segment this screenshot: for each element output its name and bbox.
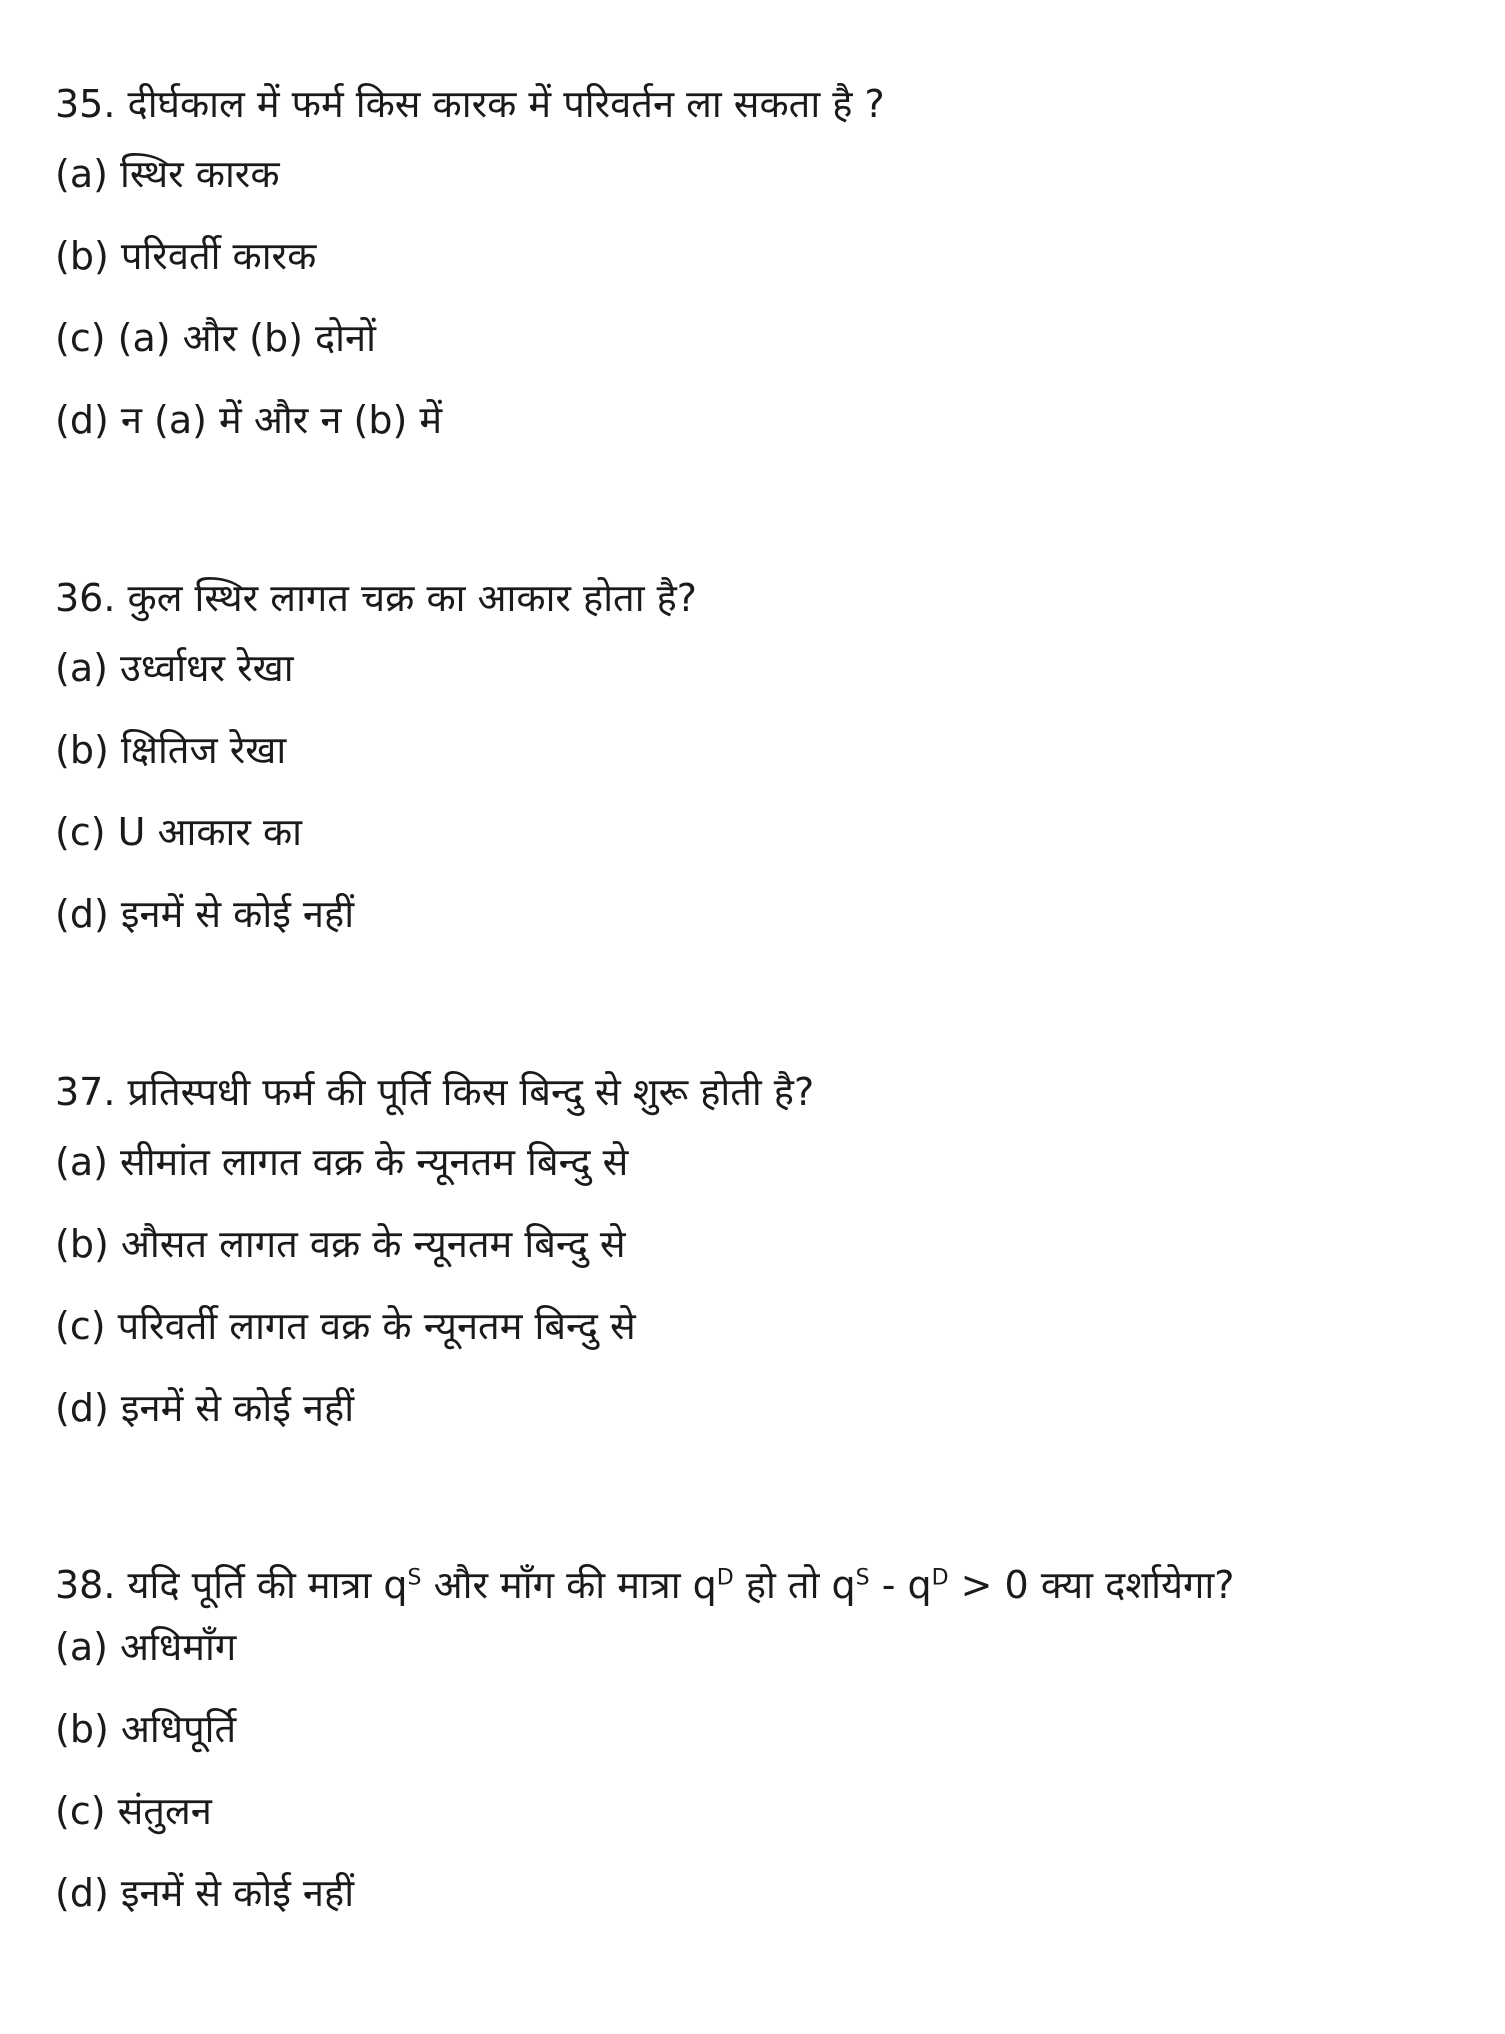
question-36-option-c: (c) U आकार का — [55, 810, 303, 854]
question-38-text-part1: 38. यदि पूर्ति की मात्रा q — [55, 1563, 408, 1607]
question-35-option-a: (a) स्थिर कारक — [55, 152, 280, 196]
supply-superscript-2: S — [855, 1565, 870, 1591]
question-38-option-d: (d) इनमें से कोई नहीं — [55, 1871, 355, 1915]
question-37 — [55, 1060, 1435, 1466]
question-35-options — [55, 150, 1435, 478]
question-37-options — [55, 1138, 1435, 1466]
question-35-option-d: (d) न (a) में और न (b) में — [55, 398, 443, 442]
question-38-text-part5: > 0 क्या दर्शायेगा? — [948, 1563, 1235, 1607]
question-37-option-a: (a) सीमांत लागत वक्र के न्यूनतम बिन्दु से — [55, 1140, 629, 1184]
question-38-text — [55, 1553, 1435, 1617]
question-37-option-b: (b) औसत लागत वक्र के न्यूनतम बिन्दु से — [55, 1222, 626, 1266]
question-38 — [55, 1553, 1435, 1951]
question-36-option-b: (b) क्षितिज रेखा — [55, 728, 287, 772]
question-35-option-c: (c) (a) और (b) दोनों — [55, 316, 376, 360]
question-38-text-part2: और माँग की मात्रा q — [421, 1563, 717, 1607]
demand-superscript-2: D — [931, 1565, 949, 1591]
question-38-option-b: (b) अधिपूर्ति — [55, 1707, 237, 1751]
question-38-option-a: (a) अधिमाँग — [55, 1625, 237, 1669]
question-36-text: 36. कुल स्थिर लागत चक्र का आकार होता है? — [55, 576, 697, 620]
question-38-option-c: (c) संतुलन — [55, 1789, 212, 1833]
question-37-option-d: (d) इनमें से कोई नहीं — [55, 1386, 355, 1430]
question-38-text-part3: हो तो q — [733, 1563, 856, 1607]
question-37-option-c: (c) परिवर्ती लागत वक्र के न्यूनतम बिन्दु से — [55, 1304, 636, 1348]
question-38-options — [55, 1623, 1435, 1951]
question-38-text-part4: - q — [869, 1563, 932, 1607]
question-37-text: 37. प्रतिस्पधी फर्म की पूर्ति किस बिन्दु से शुरू होती है? — [55, 1070, 815, 1114]
demand-superscript: D — [716, 1565, 734, 1591]
question-35-text: 35. दीर्घकाल में फर्म किस कारक में परिवर्तन ला सकता है ? — [55, 82, 885, 126]
question-36 — [55, 566, 1435, 972]
supply-superscript: S — [407, 1565, 422, 1591]
question-35 — [55, 72, 1435, 478]
question-35-option-b: (b) परिवर्ती कारक — [55, 234, 317, 278]
question-36-options — [55, 644, 1435, 972]
question-36-option-d: (d) इनमें से कोई नहीं — [55, 892, 355, 936]
question-36-option-a: (a) उर्ध्वाधर रेखा — [55, 646, 294, 690]
